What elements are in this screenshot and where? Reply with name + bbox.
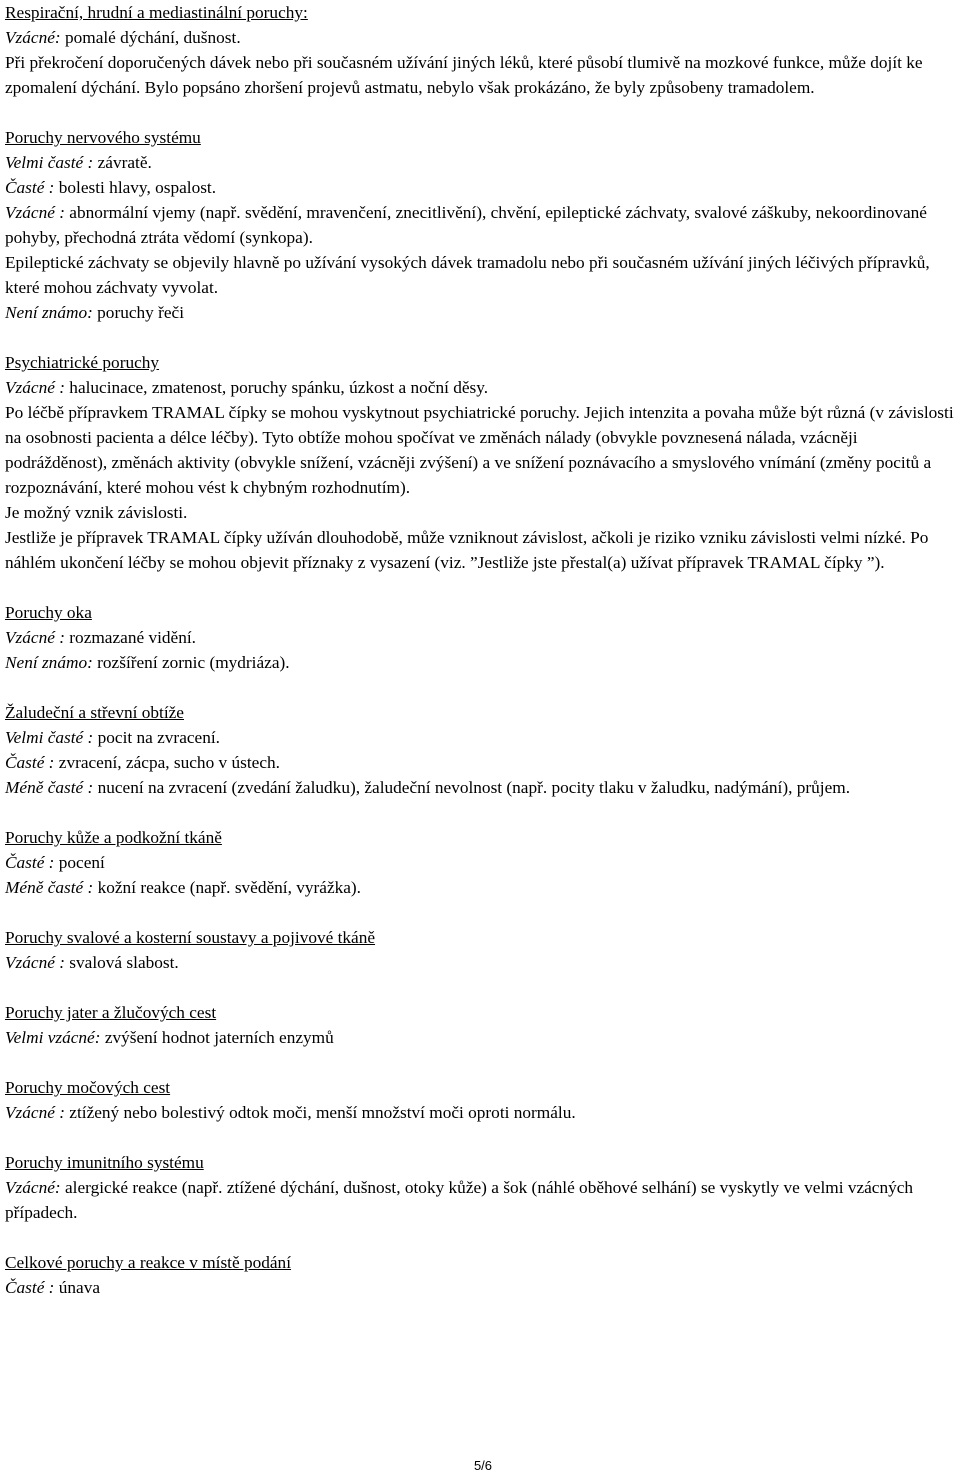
frequency-label: Velmi časté : (5, 153, 94, 172)
frequency-label: Velmi vzácné: (5, 1028, 101, 1047)
frequency-line (5, 25, 957, 50)
frequency-line (5, 850, 957, 875)
section-gastrointestinal (5, 700, 957, 800)
frequency-text: pocení (54, 853, 105, 872)
frequency-label: Není známo: (5, 653, 93, 672)
section-eye (5, 600, 957, 675)
frequency-line (5, 300, 957, 325)
frequency-label: Vzácné: (5, 28, 61, 47)
paragraph: Epileptické záchvaty se objevily hlavně po užívání vysokých dávek tramadolu nebo při současném užívání jiných léčivých přípravků, které mohou záchvaty vyvolat. (5, 253, 930, 297)
frequency-text: pomalé dýchání, dušnost. (60, 28, 241, 47)
section-heading: Poruchy nervového systému (5, 128, 201, 147)
frequency-text: svalová slabost. (64, 953, 179, 972)
frequency-text: zvracení, zácpa, sucho v ústech. (54, 753, 280, 772)
frequency-text: bolesti hlavy, ospalost. (54, 178, 217, 197)
frequency-line (5, 1100, 957, 1125)
frequency-line (5, 650, 957, 675)
section-heading: Poruchy svalové a kosterní soustavy a pojivové tkáně (5, 928, 376, 947)
page-number: 5/6 (473, 1458, 493, 1473)
section-heading: Žaludeční a střevní obtíže (5, 703, 184, 722)
section-general (5, 1250, 957, 1300)
frequency-line (5, 950, 957, 975)
paragraph: Je možný vznik závislosti. (5, 503, 188, 522)
frequency-label: Není známo: (5, 303, 93, 322)
section-musculoskeletal (5, 925, 957, 975)
section-skin (5, 825, 957, 900)
frequency-text: únava (54, 1278, 101, 1297)
frequency-text: rozmazané vidění. (64, 628, 196, 647)
section-heading: Celkové poruchy a reakce v místě podání (5, 1253, 292, 1272)
frequency-line (5, 875, 957, 900)
section-immune (5, 1150, 957, 1225)
frequency-line (5, 375, 957, 400)
frequency-label: Vzácné : (5, 1103, 65, 1122)
frequency-text: alergické reakce (např. ztížené dýchání, dušnost, otoky kůže) a šok (náhlé oběhové selhání) se vyskytly ve velmi vzácných případech. (5, 1178, 914, 1222)
section-heading: Respirační, hrudní a mediastinální poruchy: (5, 3, 308, 22)
frequency-text: závratě. (93, 153, 152, 172)
frequency-label: Vzácné : (5, 378, 65, 397)
frequency-text: zvýšení hodnot jaterních enzymů (100, 1028, 334, 1047)
frequency-line (5, 200, 957, 250)
frequency-label: Vzácné : (5, 628, 65, 647)
section-liver (5, 1000, 957, 1050)
section-respiratory (5, 0, 957, 100)
frequency-line (5, 1275, 957, 1300)
section-nervous-system (5, 125, 957, 325)
section-heading: Poruchy oka (5, 603, 92, 622)
frequency-text: poruchy řeči (92, 303, 185, 322)
frequency-label: Vzácné: (5, 1178, 61, 1197)
document-page (5, 0, 957, 1300)
frequency-text: pocit na zvracení. (93, 728, 220, 747)
section-heading: Poruchy močových cest (5, 1078, 171, 1097)
section-urinary (5, 1075, 957, 1125)
frequency-text: abnormální vjemy (např. svědění, mravenčení, znecitlivění), chvění, epileptické záchvaty, svalové záškuby, nekoordinované pohyby, přechodná ztráta vědomí (synkopa). (5, 203, 927, 247)
frequency-label: Časté : (5, 178, 55, 197)
paragraph: Při překročení doporučených dávek nebo při současném užívání jiných léků, které působí tlumivě na mozkové funkce, může dojít ke zpomalení dýchání. Bylo popsáno zhoršení projevů astmatu, nebylo však prokázáno, že byly způsobeny tramadolem. (5, 53, 923, 97)
section-heading: Psychiatrické poruchy (5, 353, 160, 372)
section-heading: Poruchy kůže a podkožní tkáně (5, 828, 222, 847)
frequency-line (5, 775, 957, 800)
paragraph: Po léčbě přípravkem TRAMAL čípky se mohou vyskytnout psychiatrické poruchy. Jejich intenzita a povaha může být různá (v závislosti na osobnosti pacienta a délce léčby). Tyto obtíže mohou spočívat ve změnách nálady (obvykle povznesená nálada, vzácněji podrážděnost), změnách aktivity (obvykle snížení, vzácněji zvýšení) a ve snížení poznávacího a smyslového vnímání (změny pocitů a rozpoznávání, které mohou vést k chybným rozhodnutím). (5, 403, 954, 497)
section-heading: Poruchy imunitního systému (5, 1153, 204, 1172)
frequency-label: Velmi časté : (5, 728, 94, 747)
frequency-line (5, 625, 957, 650)
frequency-line (5, 750, 957, 775)
frequency-text: nucení na zvracení (zvedání žaludku), žaludeční nevolnost (např. pocity tlaku v žaludku, nadýmání), průjem. (93, 778, 851, 797)
frequency-label: Časté : (5, 1278, 55, 1297)
frequency-line (5, 1025, 957, 1050)
frequency-text: kožní reakce (např. svědění, vyrážka). (93, 878, 362, 897)
frequency-line (5, 175, 957, 200)
frequency-label: Vzácné : (5, 203, 65, 222)
frequency-line (5, 1175, 957, 1225)
frequency-line (5, 150, 957, 175)
paragraph: Jestliže je přípravek TRAMAL čípky užíván dlouhodobě, může vzniknout závislost, ačkoli je riziko vzniku závislosti velmi nízké. Po náhlém ukončení léčby se mohou objevit příznaky z vysazení (viz. ”Jestliže jste přestal(a) užívat přípravek TRAMAL čípky ”). (5, 528, 929, 572)
section-heading: Poruchy jater a žlučových cest (5, 1003, 217, 1022)
page-footer (0, 1458, 960, 1474)
frequency-text: ztížený nebo bolestivý odtok moči, menší množství moči oproti normálu. (64, 1103, 576, 1122)
frequency-line (5, 725, 957, 750)
frequency-label: Časté : (5, 753, 55, 772)
frequency-text: rozšíření zornic (mydriáza). (92, 653, 290, 672)
frequency-text: halucinace, zmatenost, poruchy spánku, úzkost a noční děsy. (64, 378, 489, 397)
frequency-label: Vzácné : (5, 953, 65, 972)
frequency-label: Méně časté : (5, 878, 94, 897)
frequency-label: Méně časté : (5, 778, 94, 797)
frequency-label: Časté : (5, 853, 55, 872)
section-psychiatric (5, 350, 957, 575)
